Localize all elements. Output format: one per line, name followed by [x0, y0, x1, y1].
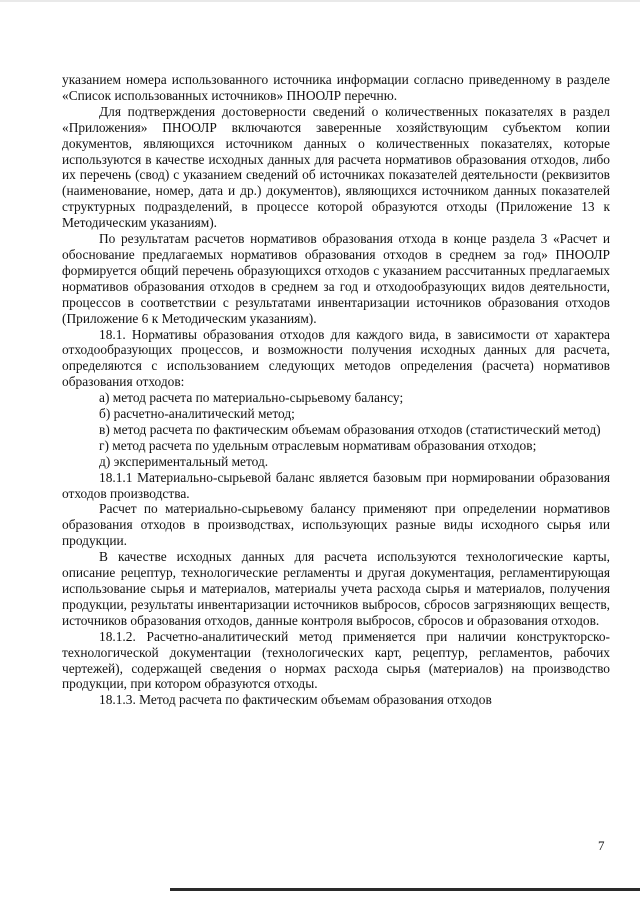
paragraph-material-balance: Расчет по материально-сырьевому балансу применяют при определении нормативов образования отходов в производствах, использующих разные виды исходного сырья или продукции. [62, 501, 610, 549]
list-item-d: д) экспериментальный метод. [99, 453, 269, 469]
paragraph-18-1: 18.1. Нормативы образования отходов для каждого вида, в зависимости от характера отходообразующих процессов, и возможности получения исходных данных для расчета, определяются с использованием следующих методов определения (расчета) нормативов образования отходов: [62, 326, 610, 390]
paragraph-18-1-1: 18.1.1 Материально-сырьевой баланс является базовым при нормировании образования отходов производства. [62, 469, 610, 501]
paragraph-18-1-2: 18.1.2. Расчетно-аналитический метод применяется при наличии конструкторско-технологической документации (технологических карт, рецептур, регламентов, рабочих чертежей), содержащей сведения о нормах расхода сырья (материалов) на производство продукции, при котором образуются отходы. [62, 628, 610, 692]
paragraph-18-1-3: 18.1.3. Метод расчета по фактическим объемам образования отходов [99, 692, 492, 708]
paragraph-calculation-results: По результатам расчетов нормативов образования отхода в конце раздела 3 «Расчет и обоснование предлагаемых нормативов образования отходов в среднем за год» ПНООЛР формируется общий перечень образующихся отходов с указанием рассчитанных предлагаемых нормативов образования отходов в среднем за год и отходообразующих видов деятельности, процессов в соответствии с результатами инвентаризации источников образования отходов (Приложение 6 к Методическим указаниям). [62, 231, 610, 326]
paragraph-continuation: указанием номера использованного источника информации согласно приведенному в разделе «Список использованных источников» ПНООЛР перечню. [62, 72, 610, 103]
list-item-b: б) расчетно-аналитический метод; [99, 406, 295, 422]
scan-edge-line [0, 0, 640, 2]
paragraph-confirmation-docs: Для подтверждения достоверности сведений о количественных показателях в раздел «Приложения» ПНООЛР включаются заверенные хозяйствующим субъектом копии документов, являющихся источником данных о количественных показателях, которые используются в качестве исходных данных для расчета нормативов образования отходов, либо их перечень (свод) с указанием сведений об источниках показателей деятельности (реквизитов (наименование, номер, дата и др.) документов), являющихся источником данных показателей структурных подразделений, в процессе которой образуются отходы (Приложение 13 к Методическим указаниям). [62, 103, 610, 231]
bottom-scan-rule [170, 888, 640, 891]
paragraph-input-data: В качестве исходных данных для расчета используются технологические карты, описание рецептур, технологические регламенты и другая документация, регламентирующая использование сырья и материалов, материалы учета расхода сырья и материалов, получения продукции, результаты инвентаризации источников выбросов, сбросов загрязняющих веществ, источников образования отходов, данные контроля выбросов, сбросов и образования отходов. [62, 549, 610, 628]
document-body [62, 72, 610, 708]
list-item-g: г) метод расчета по удельным отраслевым нормативам образования отходов; [99, 437, 537, 453]
list-item-v: в) метод расчета по фактическим объемам образования отходов (статистический метод) [99, 421, 601, 437]
page-number: 7 [598, 838, 605, 853]
list-item-a: а) метод расчета по материально-сырьевому балансу; [99, 390, 404, 406]
